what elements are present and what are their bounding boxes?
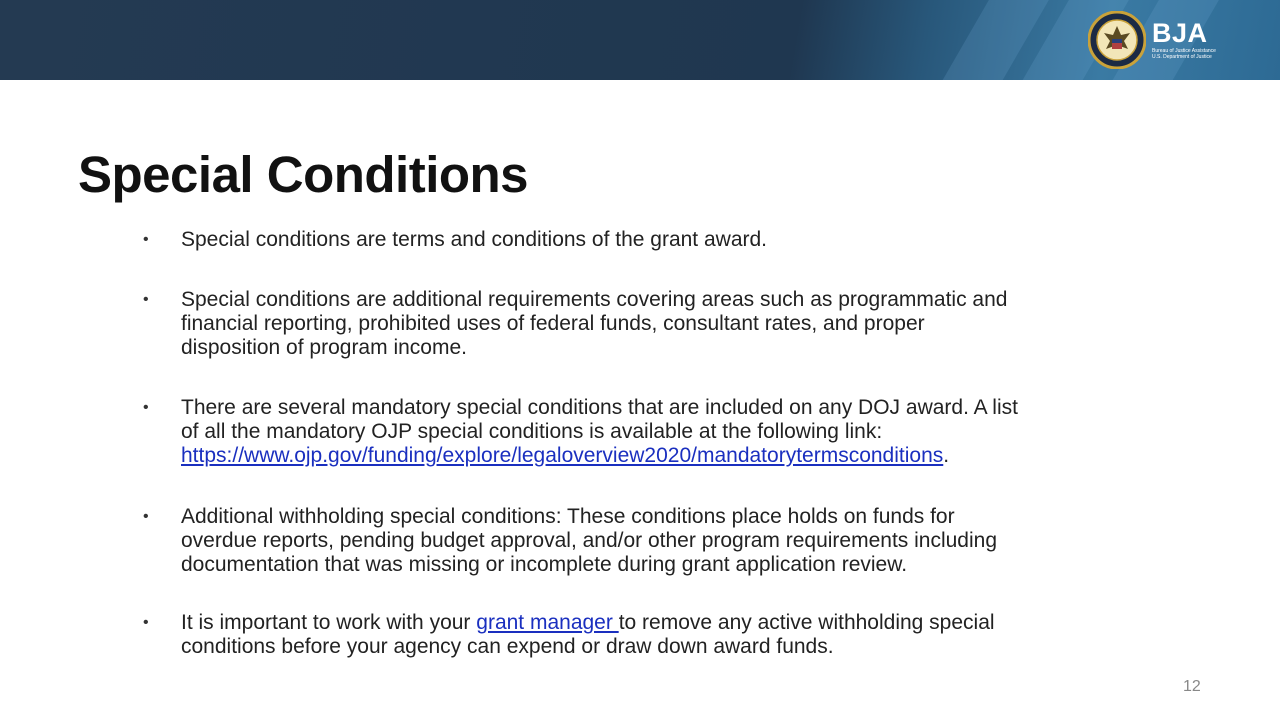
bullet-text-line: financial reporting, prohibited uses of federal funds, consultant rates, and proper [181,312,925,335]
bullet-text-line [181,611,1201,635]
mandatory-conditions-link[interactable]: https://www.ojp.gov/funding/explore/legaloverview2020/mandatorytermsconditions [181,444,944,467]
bullet-icon: • [143,399,149,416]
bullet-icon: • [143,291,149,308]
bullet-text-line: Additional withholding special conditions: These conditions place holds on funds for [181,505,955,528]
bullet-item-2 [143,288,1201,360]
page-number: 12 [1183,678,1201,695]
bullet-text-line: disposition of program income. [181,336,467,359]
bullet-text-line: Special conditions are additional requirements covering areas such as programmatic and [181,288,1008,311]
slide-title: Special Conditions [78,146,529,203]
bullet-text-line: of all the mandatory OJP special conditions is available at the following link: [181,420,883,443]
grant-manager-link[interactable]: grant manager [476,611,619,634]
bullet-text-prefix: It is important to work with your [181,611,477,634]
bullet-text-line: conditions before your agency can expend or draw down award funds. [181,635,834,658]
bja-logo-text: BJA [1152,18,1208,48]
bullet-item-5 [143,611,1201,659]
bullet-icon: • [143,614,149,631]
bullet-icon: • [143,508,149,525]
bullet-text-line: overdue reports, pending budget approval, and/or other program requirements including [181,529,998,552]
bullet-text-line: Special conditions are terms and conditions of the grant award. [181,228,768,251]
bullet-text-line: There are several mandatory special conditions that are included on any DOJ award. A list [181,396,1018,419]
bullet-text-suffix: to remove any active withholding special [618,611,995,634]
bja-logo-subtext: Bureau of Justice Assistance U.S. Department of Justice [1152,48,1216,60]
bullet-icon: • [143,231,149,248]
bullet-link-line [181,444,1201,468]
bullet-item-3 [143,396,1201,468]
link-suffix: . [943,444,950,467]
bullet-item-4 [143,505,1201,577]
bullet-item-1 [143,228,1201,252]
bullet-text-line: documentation that was missing or incomplete during grant application review. [181,553,908,576]
